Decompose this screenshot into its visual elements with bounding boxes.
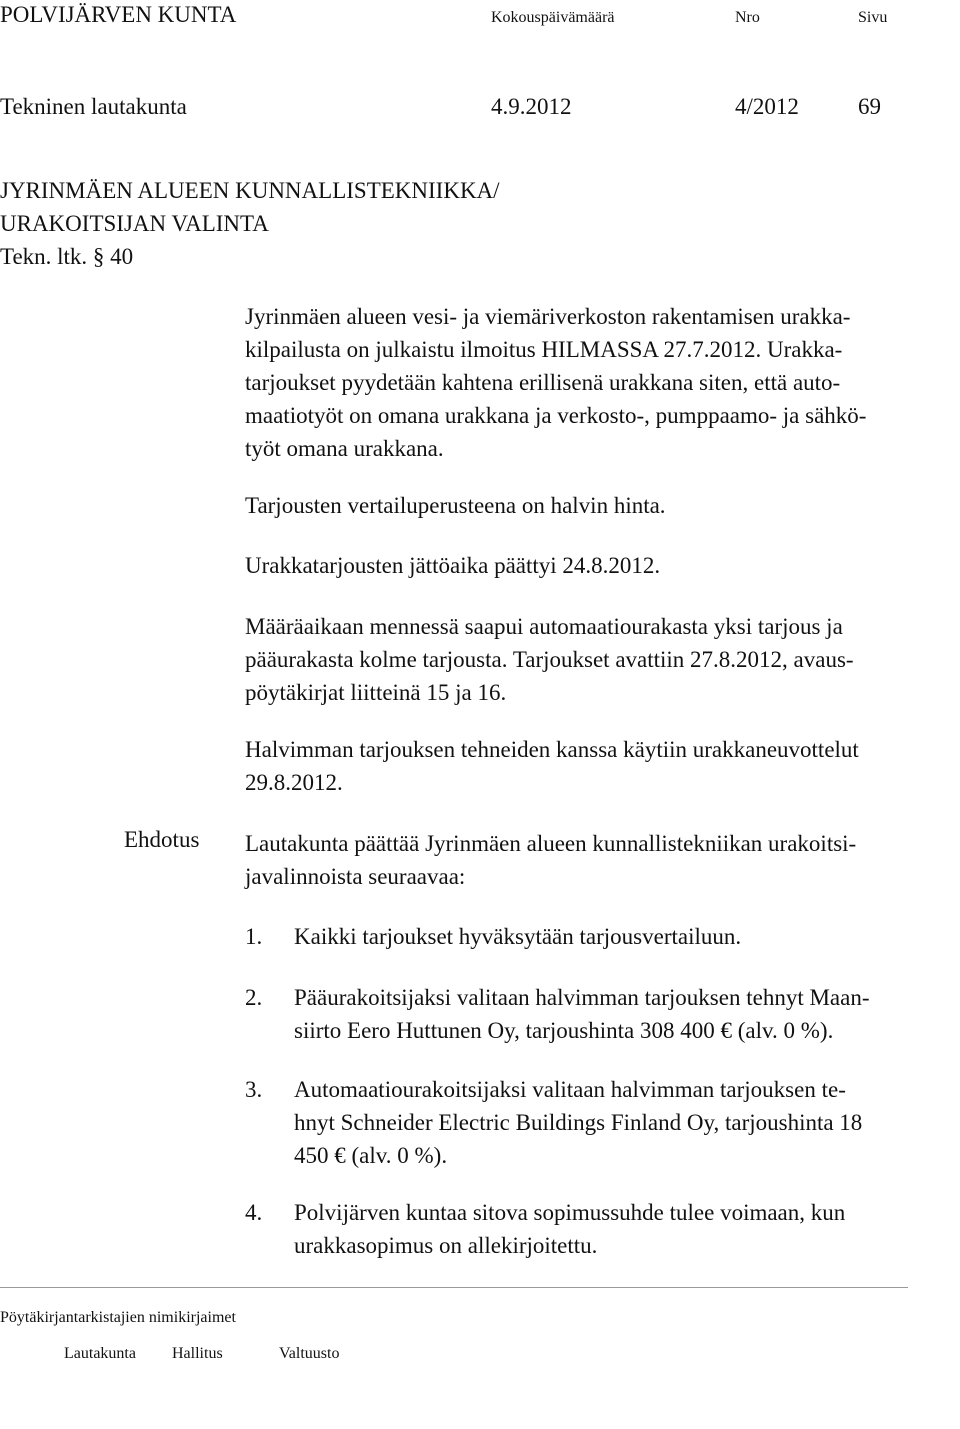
paragraph-offers <box>245 610 945 709</box>
organization-name: POLVIJÄRVEN KUNTA <box>0 2 237 27</box>
text-line: hnyt Schneider Electric Buildings Finland Oy, tarjoushinta 18 <box>294 1110 863 1135</box>
text-line: Urakkatarjousten jättöaika päättyi 24.8.2012. <box>245 553 661 578</box>
paragraph-background <box>245 300 945 465</box>
board-name: Tekninen lautakunta <box>0 94 187 119</box>
text-line: tarjoukset pyydetään kahtena erillisenä urakkana siten, että auto- <box>245 370 841 395</box>
paragraph-negotiations <box>245 733 945 799</box>
text-line: urakkasopimus on allekirjoitettu. <box>294 1233 598 1258</box>
text-line: javalinnoista seuraavaa: <box>245 864 466 889</box>
list-item-number: 4. <box>245 1200 263 1225</box>
text-line: 450 € (alv. 0 %). <box>294 1143 448 1168</box>
footer-board-lautakunta: Lautakunta <box>64 1345 136 1362</box>
text-line: pääurakasta kolme tarjousta. Tarjoukset avattiin 27.8.2012, avaus- <box>245 647 854 672</box>
footer-divider <box>0 1287 908 1288</box>
page-label: Sivu <box>858 9 888 26</box>
signatures-label: Pöytäkirjantarkistajien nimikirjaimet <box>0 1309 236 1326</box>
text-line: työt omana urakkana. <box>245 436 444 461</box>
text-line: Halvimman tarjouksen tehneiden kanssa käytiin urakkaneuvottelut <box>245 737 859 762</box>
text-line: Polvijärven kuntaa sitova sopimussuhde tulee voimaan, kun <box>294 1200 846 1225</box>
date-label: Kokouspäivämäärä <box>491 9 615 26</box>
title-line-3: Tekn. ltk. § 40 <box>0 244 134 269</box>
title-line-2: URAKOITSIJAN VALINTA <box>0 211 269 236</box>
text-line: maatiotyöt on omana urakkana ja verkosto-, pumppaamo- ja sähkö- <box>245 403 867 428</box>
text-line: Jyrinmäen alueen vesi- ja viemäriverkoston rakentamisen urakka- <box>245 304 851 329</box>
text-line: Määräaikaan mennessä saapui automaatiourakasta yksi tarjous ja <box>245 614 843 639</box>
proposal-intro <box>245 827 945 893</box>
page-number: 69 <box>858 94 881 119</box>
section-title <box>0 174 700 273</box>
text-line: 29.8.2012. <box>245 770 343 795</box>
number-label: Nro <box>735 9 760 26</box>
meeting-date: 4.9.2012 <box>491 94 572 119</box>
text-line: kilpailusta on julkaistu ilmoitus HILMASSA 27.7.2012. Urakka- <box>245 337 843 362</box>
footer-board-hallitus: Hallitus <box>172 1345 223 1362</box>
text-line: Lautakunta päättää Jyrinmäen alueen kunnallistekniikan urakoitsi- <box>245 831 857 856</box>
list-item-text <box>294 1196 944 1262</box>
meeting-number: 4/2012 <box>735 94 799 119</box>
paragraph-deadline <box>245 549 945 582</box>
list-item-text <box>294 981 944 1047</box>
list-item-number: 2. <box>245 985 263 1010</box>
proposal-label: Ehdotus <box>124 827 200 852</box>
list-item-number: 1. <box>245 924 263 949</box>
text-line: Automaatiourakoitsijaksi valitaan halvimman tarjouksen te- <box>294 1077 846 1102</box>
footer-board-valtuusto: Valtuusto <box>279 1345 340 1362</box>
text-line: siirto Eero Huttunen Oy, tarjoushinta 308 400 € (alv. 0 %). <box>294 1018 834 1043</box>
text-line: Kaikki tarjoukset hyväksytään tarjousvertailuun. <box>294 924 742 949</box>
paragraph-criteria <box>245 489 945 522</box>
text-line: pöytäkirjat liitteinä 15 ja 16. <box>245 680 507 705</box>
title-line-1: JYRINMÄEN ALUEEN KUNNALLISTEKNIIKKA/ <box>0 178 500 203</box>
list-item-number: 3. <box>245 1077 263 1102</box>
text-line: Pääurakoitsijaksi valitaan halvimman tarjouksen tehnyt Maan- <box>294 985 870 1010</box>
list-item-text <box>294 920 944 953</box>
list-item-text <box>294 1073 944 1172</box>
text-line: Tarjousten vertailuperusteena on halvin hinta. <box>245 493 666 518</box>
